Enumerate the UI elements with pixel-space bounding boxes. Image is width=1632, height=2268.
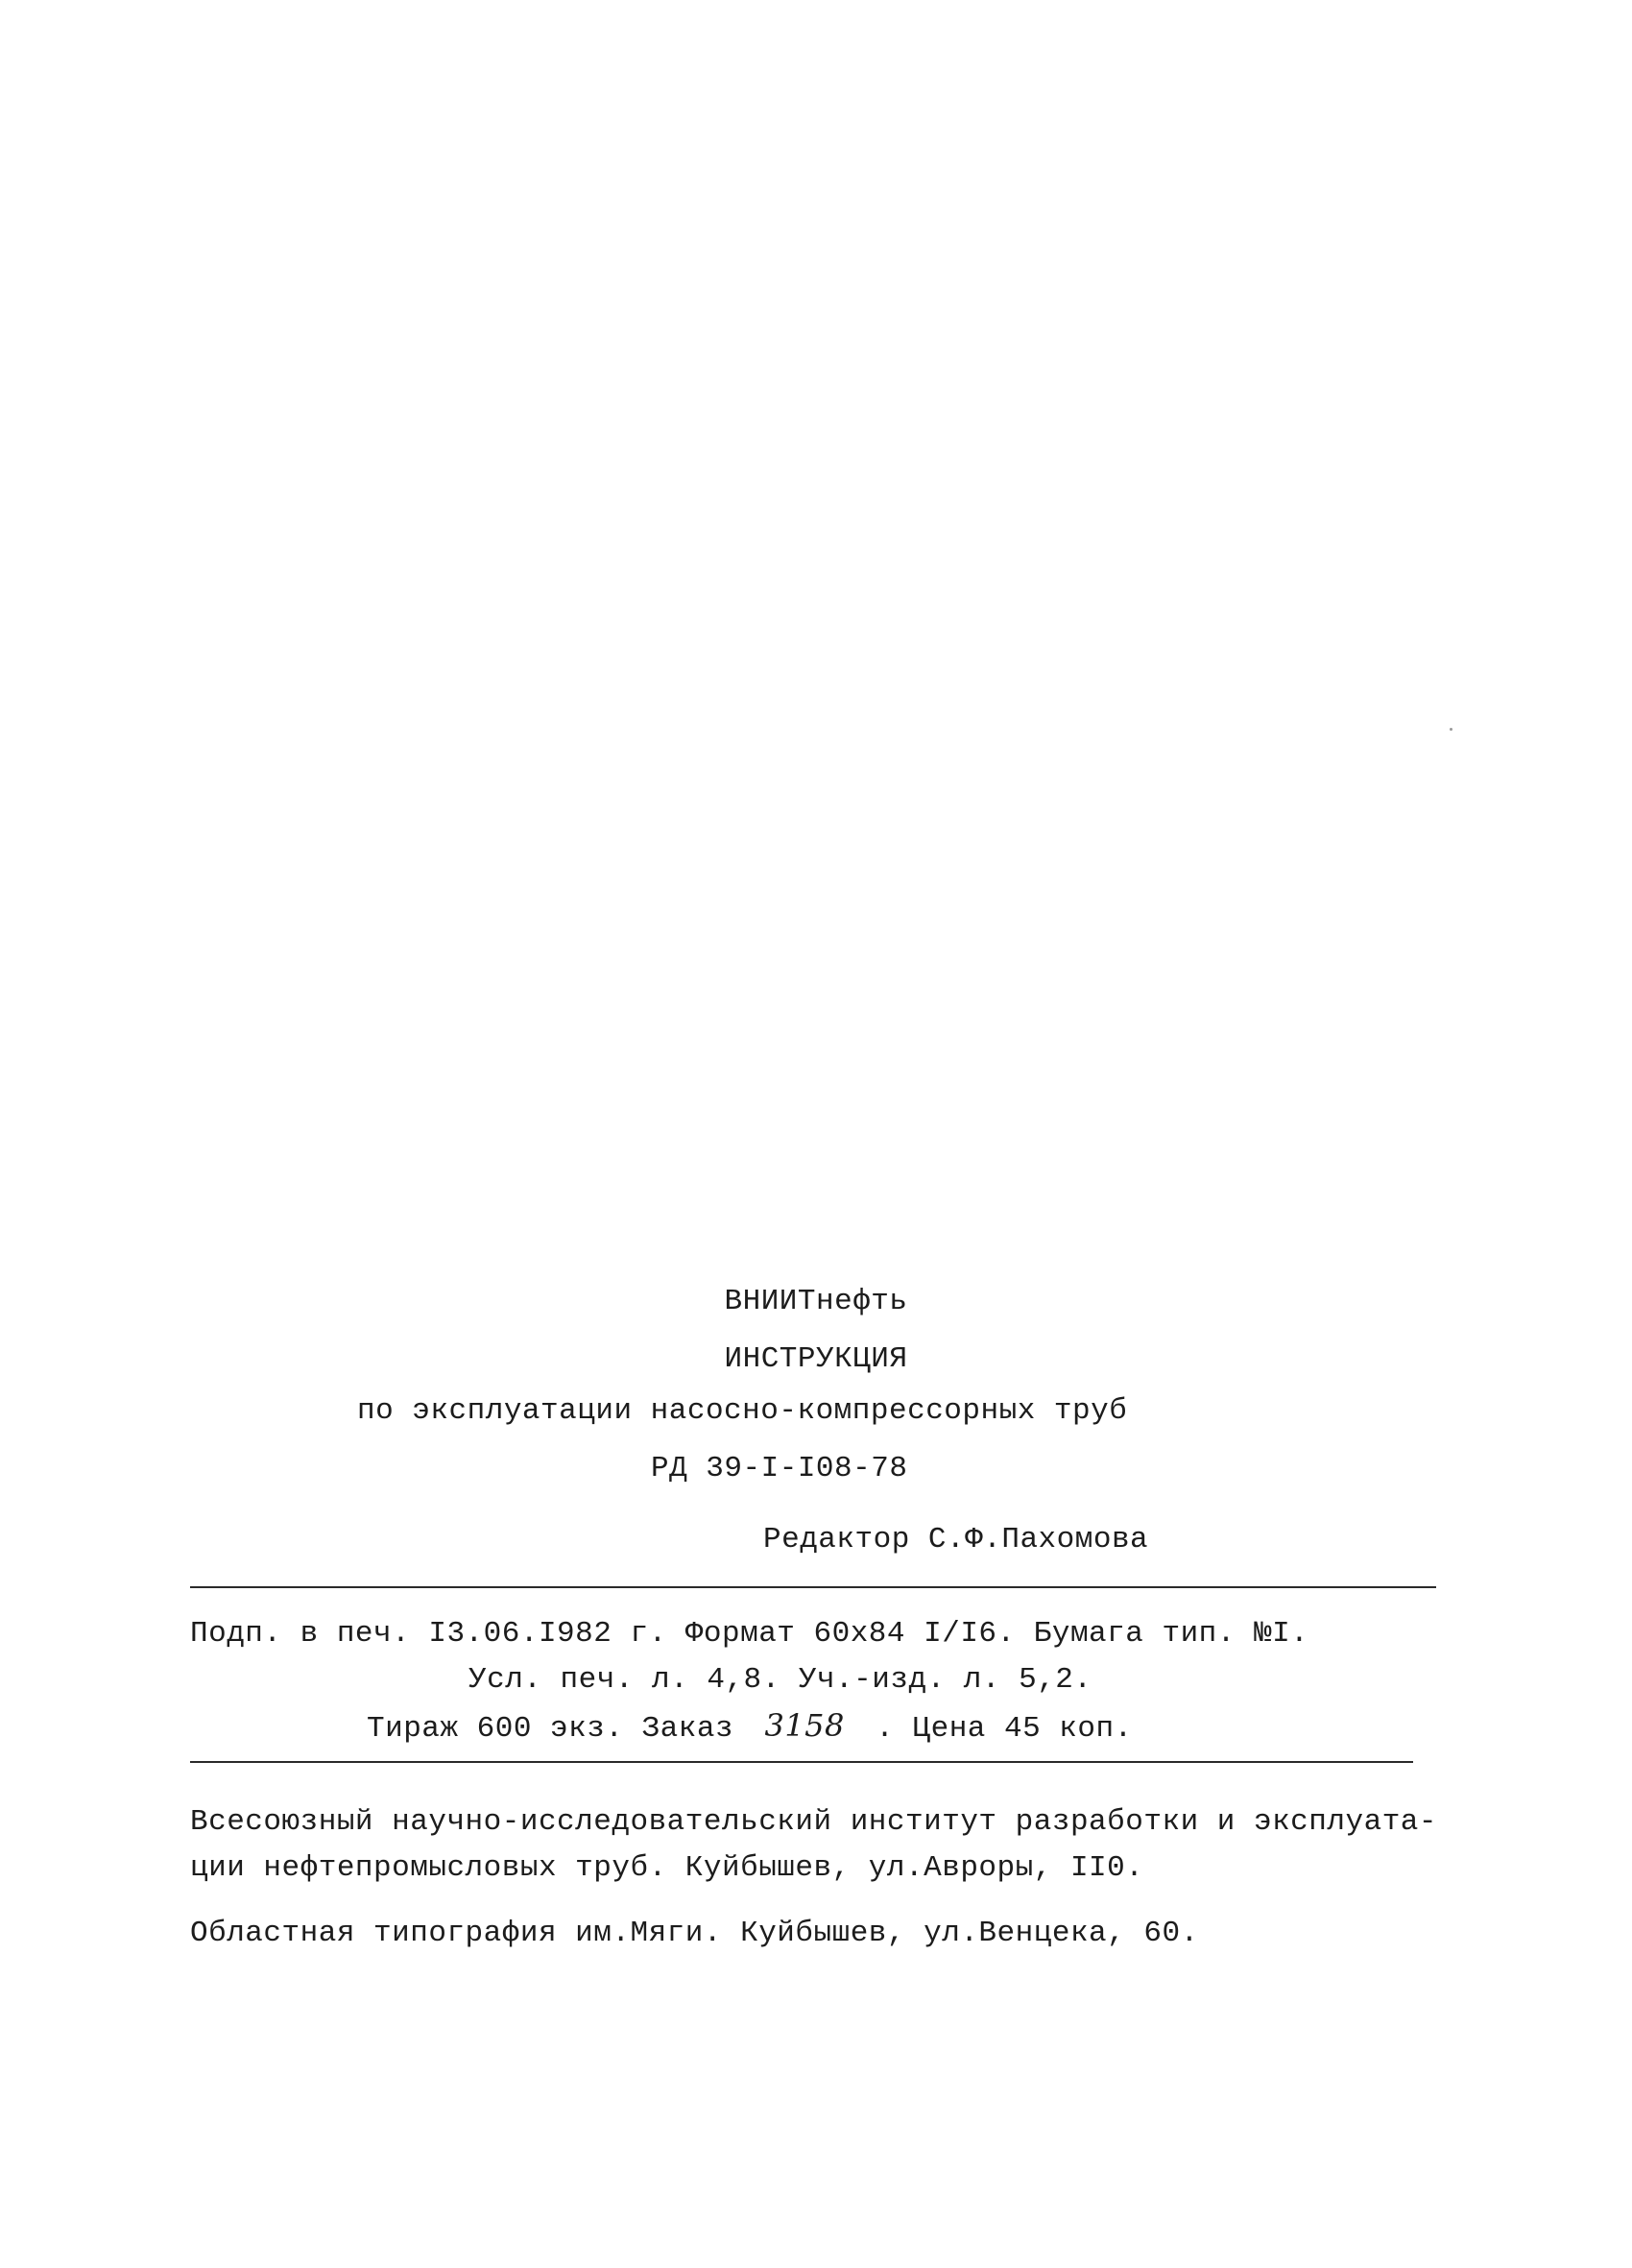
imprint-line-2: Усл. печ. л. 4,8. Уч.-изд. л. 5,2. [468, 1663, 1092, 1697]
document-subtitle: по эксплуатации насосно-компрессорных труб [357, 1394, 1128, 1428]
bottom-divider [190, 1761, 1413, 1763]
print-run: Тираж 600 экз. Заказ [367, 1712, 734, 1746]
scan-speck [1450, 728, 1452, 731]
document-type: ИНСТРУКЦИЯ [724, 1342, 908, 1376]
document-code: РД 39-I-I08-78 [651, 1452, 908, 1485]
top-divider [190, 1586, 1436, 1588]
organization-name: ВНИИТнефть [724, 1285, 908, 1318]
printer-info: Областная типография им.Мяги. Куйбышев, ул.Венцека, 60. [190, 1917, 1199, 1950]
price: . Цена 45 коп. [876, 1712, 1133, 1746]
imprint-line-1: Подп. в печ. I3.06.I982 г. Формат 60х84 I/I6. Бумага тип. №I. [190, 1617, 1309, 1651]
institute-line-1: Всесоюзный научно-исследовательский институт разработки и эксплуата- [190, 1805, 1438, 1839]
institute-line-2: ции нефтепромысловых труб. Куйбышев, ул.Авроры, II0. [190, 1851, 1144, 1885]
editor-credit: Редактор С.Ф.Пахомова [763, 1523, 1149, 1556]
imprint-line-3 [367, 1707, 1133, 1746]
order-number-handwritten: 3158 [764, 1707, 845, 1744]
